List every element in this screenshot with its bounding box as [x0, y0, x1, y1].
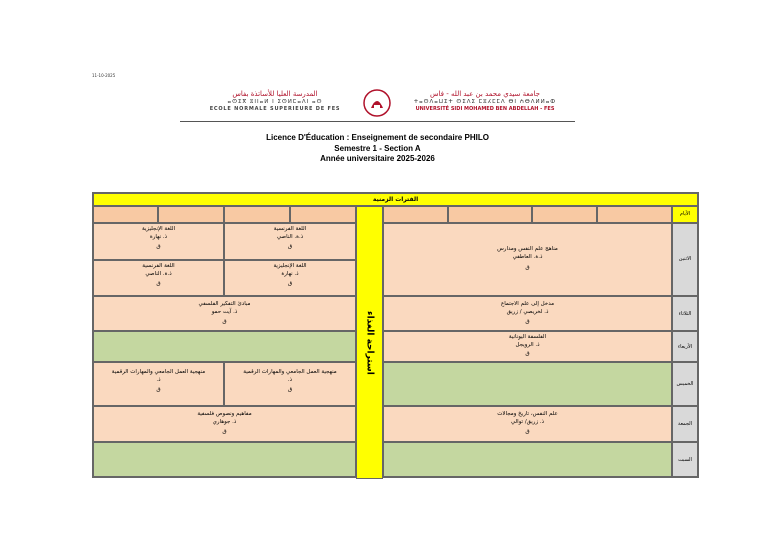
university-logo-text	[395, 90, 575, 113]
friday-morning-slot	[93, 406, 356, 442]
title-line-year: Année universitaire 2025-2026	[320, 154, 435, 163]
days-header	[672, 206, 698, 223]
university-name-tifinagh: ⵜⴰⵙⴷⴰⵡⵉⵜ ⵙⵉⴷⵉ ⵎⵓⵃⵎⵎⴷ ⴱⵏ ⵄⴱⴷⵍⵍⴰⵀ	[413, 99, 557, 105]
day-label-friday	[672, 406, 698, 442]
day-label-saturday	[672, 442, 698, 477]
cell-text: ذ.	[156, 377, 161, 383]
school-logo-text	[200, 90, 350, 113]
day-label-thursday	[672, 362, 698, 406]
period-header-cell	[93, 206, 158, 223]
cell-text: ق	[525, 351, 530, 357]
cell-text: منهجية العمل الجامعي والمهارات الرقمية	[243, 369, 337, 375]
period-header-cell	[448, 206, 532, 223]
period-header-cell	[597, 206, 672, 223]
cell-text: مفاهيم ونصوص فلسفية	[197, 411, 252, 417]
period-header-cell	[383, 206, 448, 223]
cell-text: منهجية العمل الجامعي والمهارات الرقمية	[111, 369, 206, 375]
letterhead-divider	[180, 121, 575, 122]
cell-text: اللغة الإنجليزية	[141, 226, 176, 232]
cell-text: ذ. آيت حمو	[211, 309, 238, 315]
cell-text: الفترات الزمنية	[372, 196, 419, 203]
document-title	[180, 133, 575, 165]
school-name-arabic: المدرسة العليا للأساتذة بفاس	[232, 90, 318, 98]
wednesday-morning-empty	[93, 331, 356, 362]
cell-text: ق	[222, 429, 227, 435]
cell-text: مبادئ التفكير الفلسفي	[198, 301, 251, 307]
cell-text: السبت	[678, 457, 692, 463]
cell-text: مدخل إلى علم الاجتماع	[500, 301, 555, 307]
day-label-tuesday	[672, 296, 698, 331]
cell-text: ق	[287, 281, 293, 287]
monday-slot-2	[224, 223, 356, 260]
cell-text: الثلاثاء	[678, 311, 692, 317]
letterhead	[180, 88, 575, 120]
cell-text: اللغة الفرنسية	[142, 263, 175, 269]
timetable	[92, 192, 699, 478]
cell-text: ق	[287, 387, 293, 393]
cell-text: الخميس	[676, 381, 694, 387]
cell-text: علم النفس، تاريخ ومجالات	[497, 411, 558, 417]
cell-text: ق	[222, 319, 227, 325]
cell-text: اللغة الإنجليزية	[273, 263, 307, 269]
monday-slot-1	[93, 223, 224, 260]
cell-text: ذ.ة. الناصي	[145, 271, 172, 277]
cell-text: ذ.ة. العاطفي	[512, 254, 543, 260]
thursday-slot-2	[224, 362, 356, 406]
cell-text: ذ.	[287, 377, 293, 383]
school-name-french: ECOLE NORMALE SUPERIEURE DE FES	[209, 106, 341, 112]
cell-text: ذ.ة. الناصي	[276, 234, 304, 240]
lunch-break-label: استراحة الغذاء	[364, 310, 375, 375]
cell-text: ق	[525, 265, 530, 271]
title-line-program: Licence D'Éducation : Enseignement de secondaire PHILO	[266, 133, 489, 142]
school-name-tifinagh: ⴰⵙⵉⴳ ⵓⵏⵏⴰⵍ ⵏ ⵉⵙⵍⵎⴰⴷⵏ ⴰⵙ	[227, 99, 323, 105]
periods-header	[93, 193, 698, 206]
friday-afternoon-slot	[383, 406, 672, 442]
cell-text: ذ. نهارة	[281, 271, 299, 277]
saturday-morning-empty	[93, 442, 356, 477]
cell-text: اللغة الفرنسية	[273, 226, 307, 232]
cell-text: الفلسفة اليونانية	[508, 334, 547, 340]
cell-text: ذ. الرويجل	[515, 342, 540, 348]
cell-text: ق	[287, 244, 293, 250]
saturday-afternoon-empty	[383, 442, 672, 477]
cell-text: ق	[525, 429, 530, 435]
university-name-french: UNIVERSITÉ SIDI MOHAMED BEN ABDELLAH - FES	[415, 106, 555, 112]
monday-slot-3	[93, 260, 224, 296]
thursday-slot-1	[93, 362, 224, 406]
cell-text: ذ. نهارة	[149, 234, 168, 240]
monday-afternoon-slot	[383, 223, 672, 296]
wednesday-afternoon-slot	[383, 331, 672, 362]
tuesday-afternoon-slot	[383, 296, 672, 331]
day-label-monday	[672, 223, 698, 296]
period-header-cell	[290, 206, 356, 223]
cell-text: ذ. جوهاري	[212, 419, 237, 425]
document-date: 11-10-2025	[92, 73, 116, 78]
cell-text: ق	[156, 281, 161, 287]
cell-text: مناهج علم النفس ومدارس	[497, 246, 558, 252]
cell-text: ق	[525, 319, 530, 325]
day-label-wednesday	[672, 331, 698, 362]
tuesday-morning-slot	[93, 296, 356, 331]
university-crest-icon	[362, 88, 392, 118]
period-header-cell	[224, 206, 290, 223]
cell-text: الأربعاء	[677, 344, 693, 350]
university-name-arabic: جامعة سيدي محمد بن عبد الله - فاس	[430, 90, 540, 98]
cell-text: الجمعة	[677, 421, 693, 427]
cell-text: ذ. لخريصي / زريق	[506, 309, 549, 315]
lunch-break-column	[356, 206, 383, 479]
title-line-semester: Semestre 1 - Section A	[334, 143, 421, 153]
cell-text: ذ. زريق/ توالي	[510, 419, 545, 425]
period-header-cell	[158, 206, 224, 223]
thursday-afternoon-empty	[383, 362, 672, 406]
cell-text: الاثنين	[678, 256, 692, 262]
period-header-cell	[532, 206, 597, 223]
cell-text: ق	[156, 244, 161, 250]
cell-text: الأيام	[679, 211, 691, 217]
monday-slot-4	[224, 260, 356, 296]
cell-text: ق	[156, 387, 161, 393]
